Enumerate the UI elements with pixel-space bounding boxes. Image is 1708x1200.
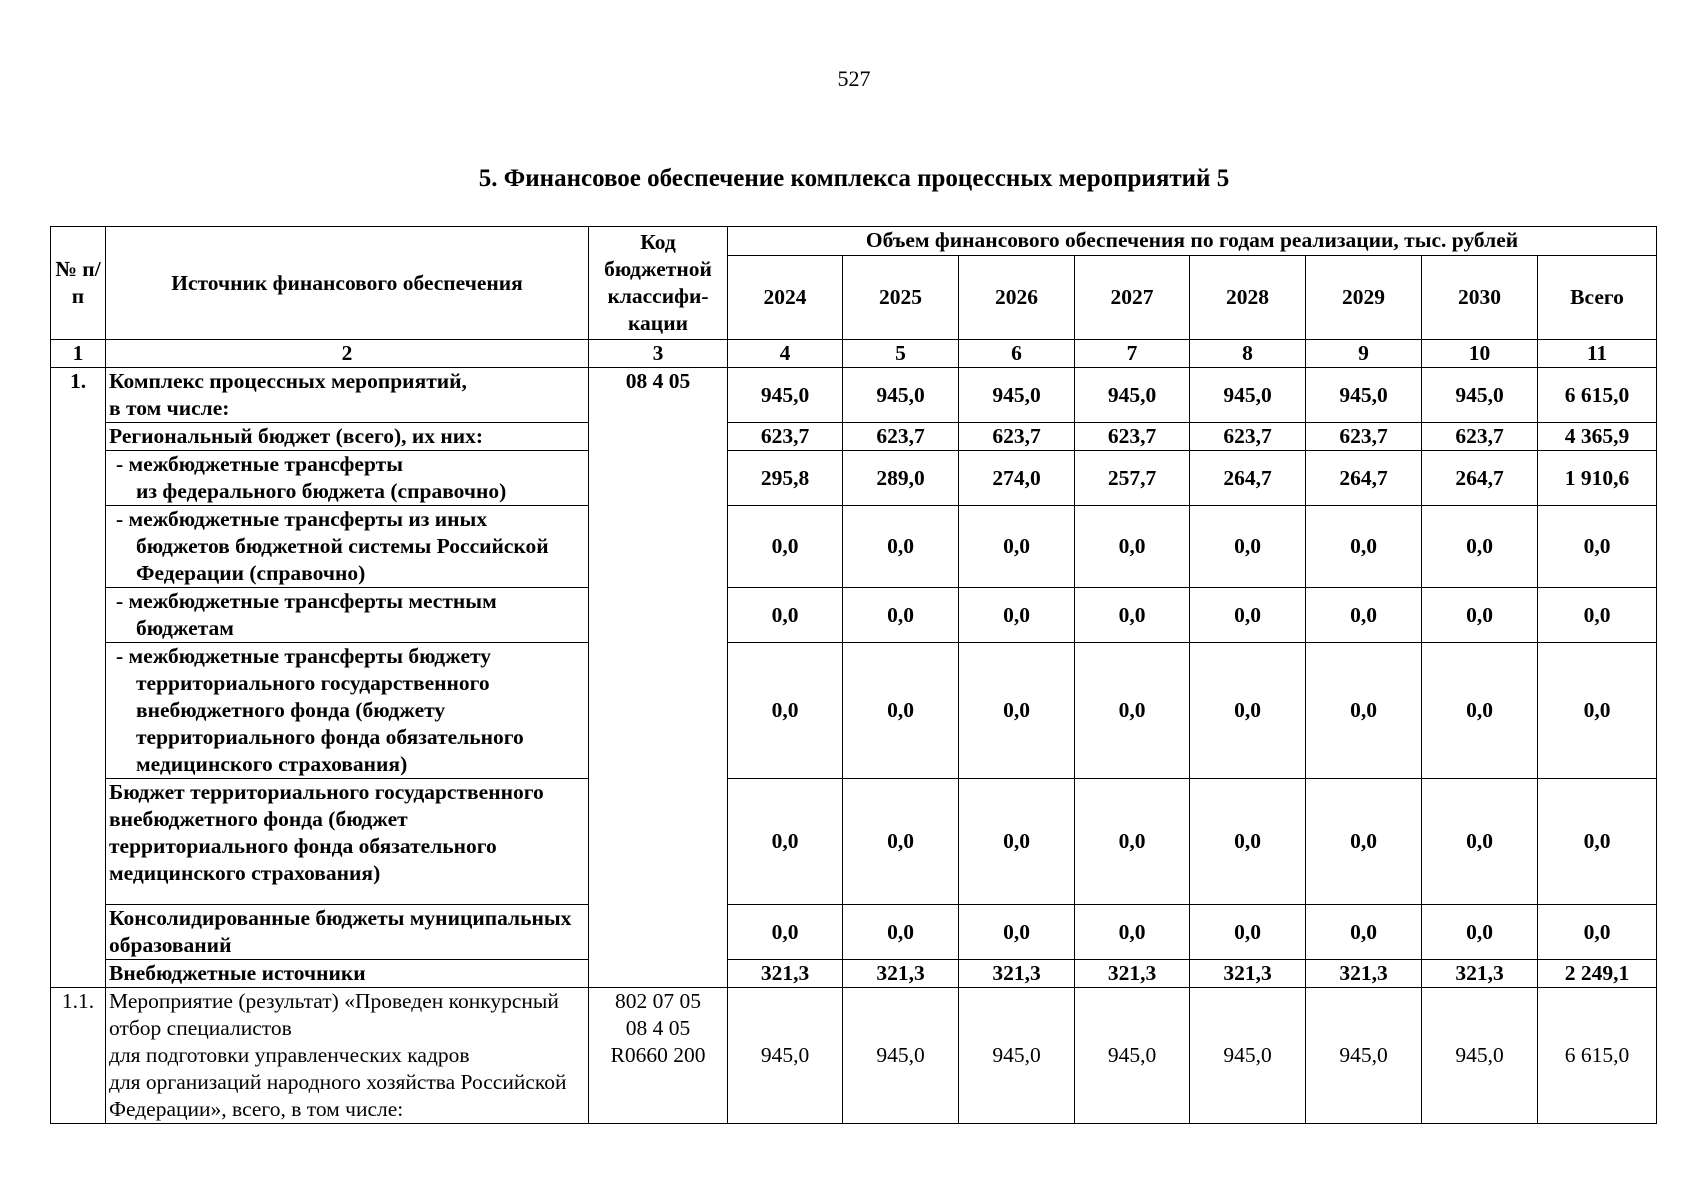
year-value: 945,0 <box>1422 988 1538 1124</box>
column-number: 2 <box>106 340 589 368</box>
year-value: 274,0 <box>959 451 1075 506</box>
year-value: 0,0 <box>959 779 1075 905</box>
header-code: Код бюджетной классифи-кации <box>589 227 728 340</box>
total-value: 6 615,0 <box>1538 368 1657 423</box>
year-value: 0,0 <box>1422 779 1538 905</box>
year-value: 623,7 <box>959 423 1075 451</box>
year-value: 0,0 <box>1190 905 1306 960</box>
year-value: 321,3 <box>843 960 959 988</box>
financing-table <box>50 226 1657 1124</box>
year-value: 0,0 <box>1190 643 1306 779</box>
source-label: - межбюджетные трансферты местным бюджетам <box>106 588 589 643</box>
table-row <box>51 368 1657 423</box>
total-value: 0,0 <box>1538 779 1657 905</box>
header-year: 2029 <box>1306 255 1422 339</box>
year-value: 623,7 <box>1190 423 1306 451</box>
source-label: Внебюджетные источники <box>106 960 589 988</box>
year-value: 0,0 <box>1190 506 1306 588</box>
total-value: 6 615,0 <box>1538 988 1657 1124</box>
column-number: 1 <box>51 340 106 368</box>
header-year: 2030 <box>1422 255 1538 339</box>
year-value: 0,0 <box>728 905 843 960</box>
year-value: 0,0 <box>1075 779 1190 905</box>
budget-code: 08 4 05 <box>589 368 728 988</box>
table-row <box>51 451 1657 506</box>
total-value: 1 910,6 <box>1538 451 1657 506</box>
year-value: 623,7 <box>1306 423 1422 451</box>
header-year: 2024 <box>728 255 843 339</box>
column-number: 8 <box>1190 340 1306 368</box>
total-value: 2 249,1 <box>1538 960 1657 988</box>
year-value: 945,0 <box>959 368 1075 423</box>
year-value: 0,0 <box>1422 905 1538 960</box>
source-label: Комплекс процессных мероприятий, в том числе: <box>106 368 589 423</box>
table-row <box>51 960 1657 988</box>
year-value: 0,0 <box>1422 506 1538 588</box>
page-number: 527 <box>837 66 871 91</box>
year-value: 623,7 <box>728 423 843 451</box>
year-value: 0,0 <box>843 643 959 779</box>
source-label: - межбюджетные трансферты из иных бюджетов бюджетной системы Российской Федерации (справочно) <box>106 506 589 588</box>
total-value: 0,0 <box>1538 506 1657 588</box>
year-value: 0,0 <box>843 905 959 960</box>
source-label: Региональный бюджет (всего), их них: <box>106 423 589 451</box>
year-value: 0,0 <box>728 643 843 779</box>
year-value: 0,0 <box>1422 643 1538 779</box>
year-value: 945,0 <box>1422 368 1538 423</box>
table-row <box>51 905 1657 960</box>
column-number: 3 <box>589 340 728 368</box>
document-title: 5. Финансовое обеспечение комплекса процессных мероприятий 5 <box>478 165 1230 192</box>
table-row <box>51 506 1657 588</box>
year-value: 0,0 <box>1075 506 1190 588</box>
year-value: 0,0 <box>843 779 959 905</box>
year-value: 0,0 <box>959 643 1075 779</box>
column-number: 11 <box>1538 340 1657 368</box>
budget-code: 802 07 05 08 4 05 R0660 200 <box>589 988 728 1124</box>
year-value: 0,0 <box>1190 588 1306 643</box>
year-value: 0,0 <box>843 588 959 643</box>
year-value: 945,0 <box>728 988 843 1124</box>
header-year: 2025 <box>843 255 959 339</box>
year-value: 0,0 <box>1306 905 1422 960</box>
year-value: 0,0 <box>728 779 843 905</box>
source-label: Консолидированные бюджеты муниципальных образований <box>106 905 589 960</box>
header-year: 2026 <box>959 255 1075 339</box>
year-value: 0,0 <box>1422 588 1538 643</box>
year-value: 623,7 <box>843 423 959 451</box>
total-value: 0,0 <box>1538 905 1657 960</box>
year-value: 321,3 <box>959 960 1075 988</box>
year-value: 295,8 <box>728 451 843 506</box>
year-value: 0,0 <box>1075 643 1190 779</box>
year-value: 945,0 <box>1306 368 1422 423</box>
year-value: 321,3 <box>728 960 843 988</box>
year-value: 0,0 <box>1075 905 1190 960</box>
table-row <box>51 643 1657 779</box>
total-value: 0,0 <box>1538 588 1657 643</box>
year-value: 0,0 <box>1190 779 1306 905</box>
year-value: 264,7 <box>1190 451 1306 506</box>
year-value: 264,7 <box>1306 451 1422 506</box>
year-value: 945,0 <box>1075 368 1190 423</box>
year-value: 264,7 <box>1422 451 1538 506</box>
year-value: 0,0 <box>728 506 843 588</box>
year-value: 945,0 <box>1075 988 1190 1124</box>
column-number: 4 <box>728 340 843 368</box>
year-value: 945,0 <box>1306 988 1422 1124</box>
year-value: 945,0 <box>843 368 959 423</box>
table-row <box>51 779 1657 905</box>
table-row <box>51 423 1657 451</box>
total-value: 0,0 <box>1538 643 1657 779</box>
year-value: 945,0 <box>1190 988 1306 1124</box>
year-value: 945,0 <box>1190 368 1306 423</box>
year-value: 0,0 <box>959 588 1075 643</box>
column-number: 9 <box>1306 340 1422 368</box>
activity-label: Мероприятие (результат) «Проведен конкурсный отбор специалистов для подготовки управленческих кадров для организаций народного хозяйства Российской Федерации», всего, в том числе: <box>106 988 589 1124</box>
row-number: 1. <box>51 368 106 988</box>
year-value: 321,3 <box>1075 960 1190 988</box>
year-value: 0,0 <box>1306 779 1422 905</box>
table-row <box>51 588 1657 643</box>
year-value: 0,0 <box>1306 506 1422 588</box>
source-label: - межбюджетные трансферты бюджету территориального государственного внебюджетного фонда (бюджету территориального фонда обязательного медицинского страхования) <box>106 643 589 779</box>
header-total: Всего <box>1538 255 1657 339</box>
year-value: 945,0 <box>843 988 959 1124</box>
source-label: Бюджет территориального государственного внебюджетного фонда (бюджет территориального фонда обязательного медицинского страхования) <box>106 779 589 905</box>
year-value: 945,0 <box>959 988 1075 1124</box>
year-value: 0,0 <box>959 506 1075 588</box>
column-number: 7 <box>1075 340 1190 368</box>
year-value: 623,7 <box>1075 423 1190 451</box>
year-value: 0,0 <box>728 588 843 643</box>
year-value: 321,3 <box>1306 960 1422 988</box>
column-number: 6 <box>959 340 1075 368</box>
year-value: 0,0 <box>843 506 959 588</box>
column-number: 5 <box>843 340 959 368</box>
header-num: № п/п <box>51 227 106 340</box>
total-value: 4 365,9 <box>1538 423 1657 451</box>
column-number-row <box>51 340 1657 368</box>
header-year: 2028 <box>1190 255 1306 339</box>
column-number: 10 <box>1422 340 1538 368</box>
year-value: 321,3 <box>1190 960 1306 988</box>
year-value: 623,7 <box>1422 423 1538 451</box>
header-row-1 <box>51 227 1657 256</box>
year-value: 0,0 <box>1306 588 1422 643</box>
header-source: Источник финансового обеспечения <box>106 227 589 340</box>
year-value: 0,0 <box>1306 643 1422 779</box>
year-value: 0,0 <box>959 905 1075 960</box>
year-value: 289,0 <box>843 451 959 506</box>
table-row <box>51 988 1657 1124</box>
header-volume: Объем финансового обеспечения по годам реализации, тыс. рублей <box>728 227 1657 256</box>
year-value: 945,0 <box>728 368 843 423</box>
year-value: 321,3 <box>1422 960 1538 988</box>
year-value: 0,0 <box>1075 588 1190 643</box>
row-number: 1.1. <box>51 988 106 1124</box>
header-year: 2027 <box>1075 255 1190 339</box>
year-value: 257,7 <box>1075 451 1190 506</box>
source-label: - межбюджетные трансферты из федерального бюджета (справочно) <box>106 451 589 506</box>
